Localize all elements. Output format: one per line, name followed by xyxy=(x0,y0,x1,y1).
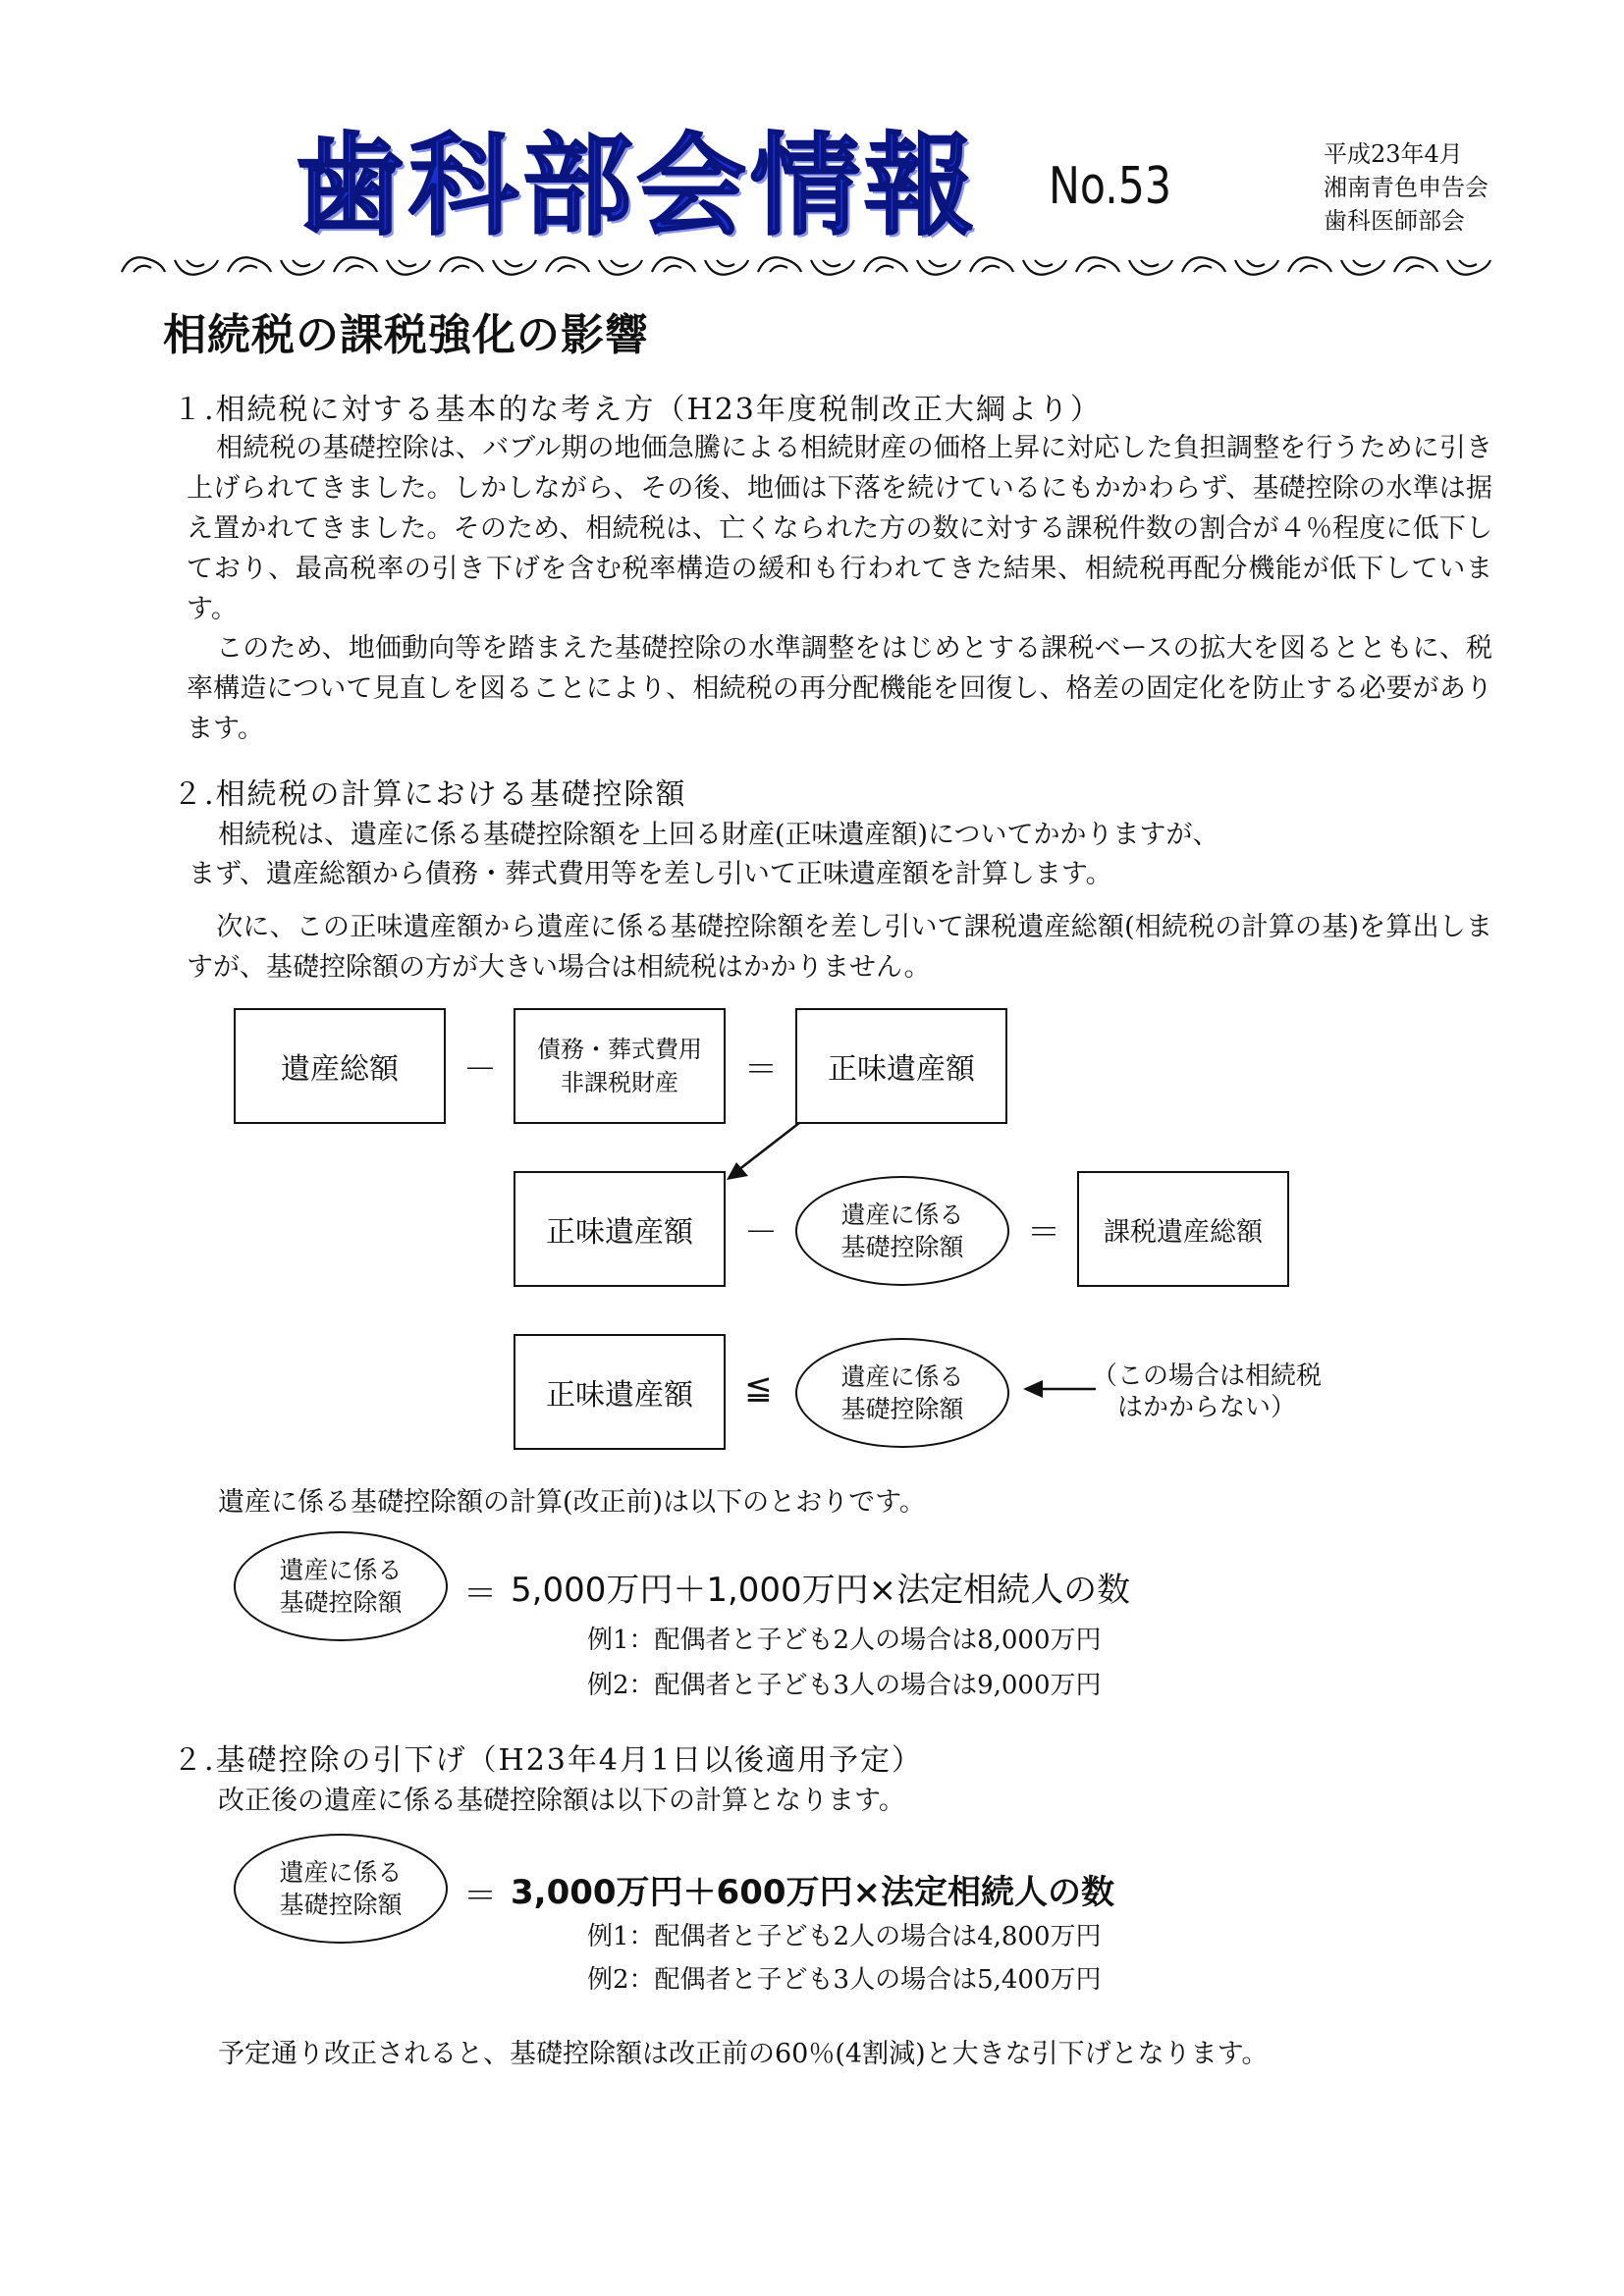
ornamental-wave-border xyxy=(118,250,1512,282)
publication-meta xyxy=(1324,137,1489,238)
border-motif xyxy=(864,257,907,272)
border-motif xyxy=(1447,260,1490,275)
border-motif xyxy=(1394,257,1437,272)
border-motif xyxy=(493,260,536,275)
formula-before-oval-line2: 基礎控除額 xyxy=(279,1588,403,1617)
border-motif xyxy=(1288,257,1331,272)
no-tax-note-line2: はかからない） xyxy=(1117,1393,1297,1422)
section2-line2: まず、遺産総額から債務・葬式費用等を差し引いて正味遺産額を計算します。 xyxy=(189,859,1112,889)
less-equal-operator: ≦ xyxy=(744,1368,773,1408)
taxable-total-label: 課税遺産総額 xyxy=(1104,1216,1263,1248)
border-motif xyxy=(1076,257,1119,272)
net-estate-box-3 xyxy=(514,1334,726,1450)
border-motif xyxy=(1023,260,1066,275)
border-motif xyxy=(387,260,430,275)
net-estate-label-3: 正味遺産額 xyxy=(546,1378,693,1413)
meta-date: 平成23年4月 xyxy=(1324,140,1463,168)
basic-deduction-line2-2: 基礎控除額 xyxy=(840,1395,964,1423)
debts-funeral-label: 債務・葬式費用 xyxy=(537,1036,702,1063)
gross-estate-label: 遺産総額 xyxy=(281,1052,399,1087)
border-motif xyxy=(917,260,960,275)
no-tax-note-line1: （この場合は相続税 xyxy=(1092,1362,1323,1391)
section2-paragraph-text: 次に、この正味遺産額から遺産に係る基礎控除額を差し引いて課税遺産総額(相続税の計算の基)を算出しますが、基礎控除額の方が大きい場合は相続税はかかりません。 xyxy=(187,912,1492,983)
section1-heading: １.相続税に対する基本的な考え方（H23年度税制改正大綱より） xyxy=(173,393,1102,427)
border-motif xyxy=(652,257,695,272)
section3-intro: 改正後の遺産に係る基礎控除額は以下の計算となります。 xyxy=(218,1786,905,1816)
formula-before-oval xyxy=(234,1531,448,1641)
border-motif xyxy=(122,257,165,272)
section1-paragraph2-text: このため、地価動向等を踏まえた基礎控除の水準調整をはじめとする課税ベースの拡大を図るとともに、税率構造について見直しを図ることにより、相続税の再分配機能を回復し、格差の固定化を防止する必要があります。 xyxy=(187,633,1492,744)
formula-before-oval-line1: 遺産に係る xyxy=(279,1556,403,1584)
gross-estate-box xyxy=(234,1008,446,1124)
minus-operator: － xyxy=(463,1050,497,1090)
calc-before-intro: 遺産に係る基礎控除額の計算(改正前)は以下のとおりです。 xyxy=(218,1487,926,1518)
border-motif xyxy=(546,257,589,272)
issue-number: No.53 xyxy=(1049,157,1172,216)
border-motif xyxy=(811,260,854,275)
masthead-title: 歯科部会情報 xyxy=(295,123,978,250)
border-motif xyxy=(1129,260,1172,275)
debts-funeral-box xyxy=(514,1008,726,1124)
meta-association: 湘南青色申告会 xyxy=(1324,174,1489,201)
section2-heading: ２.相続税の計算における基礎控除額 xyxy=(173,777,687,812)
net-estate-box xyxy=(795,1008,1007,1124)
net-estate-label: 正味遺産額 xyxy=(828,1052,975,1087)
basic-deduction-line1: 遺産に係る xyxy=(840,1201,964,1229)
border-motif xyxy=(758,257,801,272)
minus-operator-2: － xyxy=(744,1213,778,1253)
section1-paragraph1 xyxy=(187,428,1492,629)
border-motif xyxy=(1182,257,1225,272)
border-motif xyxy=(970,257,1013,272)
example-after-1: 例1：配偶者と子ども2人の場合は4,800万円 xyxy=(587,1922,1102,1951)
arrow-icon xyxy=(717,1119,815,1188)
border-motif xyxy=(281,260,324,275)
border-motif xyxy=(1341,260,1384,275)
border-motif xyxy=(705,260,748,275)
formula-after-oval-line2: 基礎控除額 xyxy=(279,1891,403,1919)
border-motif xyxy=(1235,260,1278,275)
formula-after-oval xyxy=(234,1834,448,1944)
article-title: 相続税の課税強化の影響 xyxy=(163,310,649,360)
section1-paragraph1-text: 相続税の基礎控除は、バブル期の地価急騰による相続財産の価格上昇に対応した負担調整を行うために引き上げられてきました。しかしながら、その後、地価は下落を続けているにもかかわらず、基礎控除の水準は据え置かれてきました。そのため、相続税は、亡くなられた方の数に対する課税件数の割合が４％程度に低下しており、最高税率の引き下げを含む税率構造の緩和も行われてきた結果、相続税再配分機能が低下しています。 xyxy=(187,433,1492,624)
formula-after-equals: ＝ xyxy=(463,1877,497,1916)
arrow-left-icon xyxy=(1021,1374,1100,1404)
no-tax-note xyxy=(1092,1361,1322,1423)
basic-deduction-oval-2 xyxy=(795,1338,1009,1448)
example-before-2: 例2：配偶者と子ども3人の場合は9,000万円 xyxy=(587,1671,1102,1700)
net-estate-label-2: 正味遺産額 xyxy=(546,1215,693,1250)
basic-deduction-line1-2: 遺産に係る xyxy=(840,1362,964,1391)
formula-after: 3,000万円＋600万円×法定相続人の数 xyxy=(511,1873,1115,1912)
basic-deduction-oval xyxy=(795,1176,1009,1286)
border-motif xyxy=(440,257,483,272)
conclusion: 予定通り改正されると、基礎控除額は改正前の60％(4割減)と大きな引下げとなります。 xyxy=(218,2039,1269,2069)
equals-operator-2: ＝ xyxy=(1027,1213,1060,1253)
non-taxable-label: 非課税財産 xyxy=(561,1069,678,1096)
section2-line1: 相続税は、遺産に係る基礎控除額を上回る財産(正味遺産額)についてかかりますが、 xyxy=(218,820,1219,850)
border-motif xyxy=(175,260,218,275)
formula-before-equals: ＝ xyxy=(463,1575,497,1614)
border-motif xyxy=(334,257,377,272)
example-before-1: 例1：配偶者と子ども2人の場合は8,000万円 xyxy=(587,1626,1102,1655)
section1-paragraph2 xyxy=(187,628,1492,749)
taxable-total-box xyxy=(1077,1171,1289,1287)
formula-after-oval-line1: 遺産に係る xyxy=(279,1858,403,1887)
equals-operator: ＝ xyxy=(744,1050,778,1090)
border-motif xyxy=(599,260,642,275)
border-motif xyxy=(228,257,271,272)
section2-paragraph xyxy=(187,907,1492,988)
net-estate-box-2 xyxy=(514,1171,726,1287)
example-after-2: 例2：配偶者と子ども3人の場合は5,400万円 xyxy=(587,1965,1102,1995)
basic-deduction-line2: 基礎控除額 xyxy=(840,1233,964,1261)
meta-section: 歯科医師部会 xyxy=(1324,207,1465,235)
formula-before: 5,000万円＋1,000万円×法定相続人の数 xyxy=(511,1571,1131,1610)
section3-heading: ２.基礎控除の引下げ（H23年4月1日以後適用予定） xyxy=(173,1743,924,1778)
